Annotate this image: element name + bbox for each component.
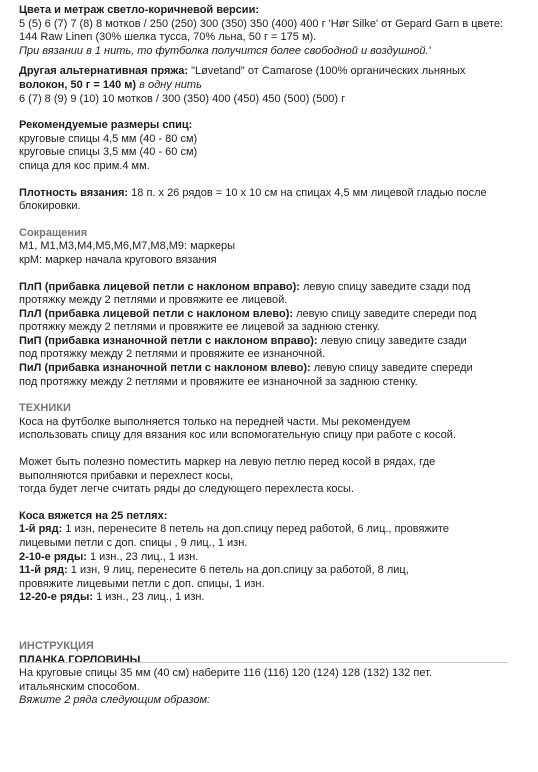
- cable-row-text: 1 изн, перенесите 8 петель на доп.спицу перед работой, 6 лиц., провяжите: [62, 523, 449, 536]
- gauge-line: блокировки.: [19, 200, 81, 213]
- increase-label: ПлП (прибавка лицевой петли с наклоном вправо):: [19, 280, 300, 293]
- increase-label: ПиП (прибавка изнаночной петли с наклоном вправо):: [19, 334, 318, 347]
- increase-line: под протяжку между 2 петлями и провяжите ее изнаночной за заднюю стенку.: [19, 375, 418, 388]
- technique-line: Может быть полезно поместить маркер на левую петлю перед косой в рядах, где: [19, 456, 436, 469]
- alt-yarn-label: Другая альтернативная пряжа:: [19, 65, 189, 78]
- needles-heading: Рекомендуемые размеры спиц:: [19, 119, 193, 132]
- increase-line: протяжку между 2 петлями и провяжите ее лицевой.: [19, 294, 288, 307]
- needle-item: круговые спицы 3,5 мм (40 - 60 см): [19, 146, 198, 159]
- abbr-line: M1, M1,M3,M4,M5,M6,M7,M8,M9: маркеры: [19, 240, 236, 253]
- alt-yarn-line: [19, 65, 524, 79]
- alt-yarn-rest: , 50 г = 140 м): [64, 78, 137, 91]
- colors-line: 144 Raw Linen (30% шелка тусса, 70% льна, 50 г = 175 м).: [19, 31, 317, 44]
- cable-row: [19, 551, 524, 565]
- gauge-text: 18 п. х 26 рядов = 10 х 10 см на спицах 4,5 мм лицевой гладью после: [128, 186, 487, 199]
- colors-heading: Цвета и метраж светло-коричневой версии:: [19, 4, 259, 16]
- cable-row-label: 2-10-е ряды:: [19, 550, 87, 563]
- increase-line: протяжку между 2 петлями и провяжите ее лицевой за заднюю стенку.: [19, 321, 380, 334]
- cable-row-text: 1 изн., 23 лиц., 1 изн.: [93, 591, 205, 604]
- instruction-line: На круговые спицы 35 мм (40 см) наберите 116 (116) 120 (124) 128 (132) 132 пет.: [19, 667, 432, 680]
- section-divider: [19, 662, 508, 663]
- cable-row-label: 11-й ряд:: [19, 564, 68, 577]
- alt-yarn-italic: в одну нить: [136, 78, 202, 91]
- instruction-line: Вяжите 2 ряда следующим образом:: [19, 694, 211, 707]
- instruction-heading: ИНСТРУКЦИЯ: [19, 639, 94, 652]
- abbr-line: крМ: маркер начала кругового вязания: [19, 253, 217, 266]
- increase-label: ПлЛ (прибавка лицевой петли с наклоном влево):: [19, 307, 294, 320]
- cable-row: [19, 523, 524, 537]
- technique-line: использовать спицу для вязания кос или вспомогательную спицу при работе с косой.: [19, 429, 456, 442]
- increase-text: левую спицу заведите сзади под: [299, 280, 471, 293]
- cable-row: провяжите лицевыми петли с доп. спицы, 1 изн.: [19, 577, 265, 590]
- technique-line: Коса на футболке выполняется только на передней части. Мы рекомендуем: [19, 415, 411, 428]
- needle-item: спица для кос прим.4 мм.: [19, 159, 150, 172]
- alt-yarn-text: "Løvetand" от Camarose (100% органических льняных: [188, 65, 466, 78]
- cable-row-text: 1 изн, 9 лиц, перенесите 6 петель на доп.спицу за работой, 8 лиц,: [67, 564, 409, 577]
- cable-heading: Коса вяжется на 25 петлях:: [19, 509, 168, 522]
- pattern-document: [19, 4, 524, 708]
- gauge-label: Плотность вязания:: [19, 186, 129, 199]
- colors-line: 5 (5) 6 (7) 7 (8) 8 мотков / 250 (250) 300 (350) 350 (400) 400 г 'Hør Silke' от Gepard Garn в цвете:: [19, 17, 504, 30]
- increase-text: левую спицу заведите спереди под: [293, 307, 477, 320]
- increase-label: ПиЛ (прибавка изнаночной петли с наклоном влево):: [19, 362, 311, 375]
- alt-yarn-bold: волокон: [19, 78, 65, 91]
- technique-heading: ТЕХНИКИ: [19, 402, 71, 415]
- increase-line: под протяжку между 2 петлями и провяжите ее изнаночной.: [19, 348, 326, 361]
- increase-line: [19, 308, 524, 322]
- increase-line: [19, 335, 524, 349]
- cable-row: [19, 591, 524, 605]
- alt-yarn-line: [19, 79, 524, 93]
- needle-item: круговые спицы 4,5 мм (40 - 80 см): [19, 132, 198, 145]
- cable-row: [19, 564, 524, 578]
- abbr-heading: Сокращения: [19, 226, 88, 239]
- instruction-line: итальянским способом.: [19, 680, 140, 693]
- increase-text: левую спицу заведите сзади: [317, 334, 467, 347]
- gauge-line: [19, 187, 524, 201]
- increase-line: [19, 281, 524, 295]
- colors-note: При вязании в 1 нить, то футболка получится более свободной и воздушной.': [19, 44, 431, 57]
- instruction-subheading: ПЛАНКА ГОРЛОВИНЫ: [19, 653, 141, 666]
- increase-line: [19, 362, 524, 376]
- increase-text: левую спицу заведите спереди: [310, 362, 473, 375]
- cable-row-text: 1 изн., 23 лиц., 1 изн.: [86, 550, 199, 563]
- technique-line: выполняются прибавки и перехлест косы,: [19, 469, 234, 482]
- alt-yarn-amount: 6 (7) 8 (9) 9 (10) 10 мотков / 300 (350) 400 (450) 450 (500) (500) г: [19, 92, 346, 105]
- cable-row-label: 12-20-е ряды:: [19, 591, 94, 604]
- technique-line: тогда будет легче считать ряды до следующего перехлеста косы.: [19, 483, 355, 496]
- cable-row: лицевыми петли с доп. спицы , 9 лиц., 1 изн.: [19, 537, 248, 549]
- cable-row-label: 1-й ряд:: [19, 523, 63, 536]
